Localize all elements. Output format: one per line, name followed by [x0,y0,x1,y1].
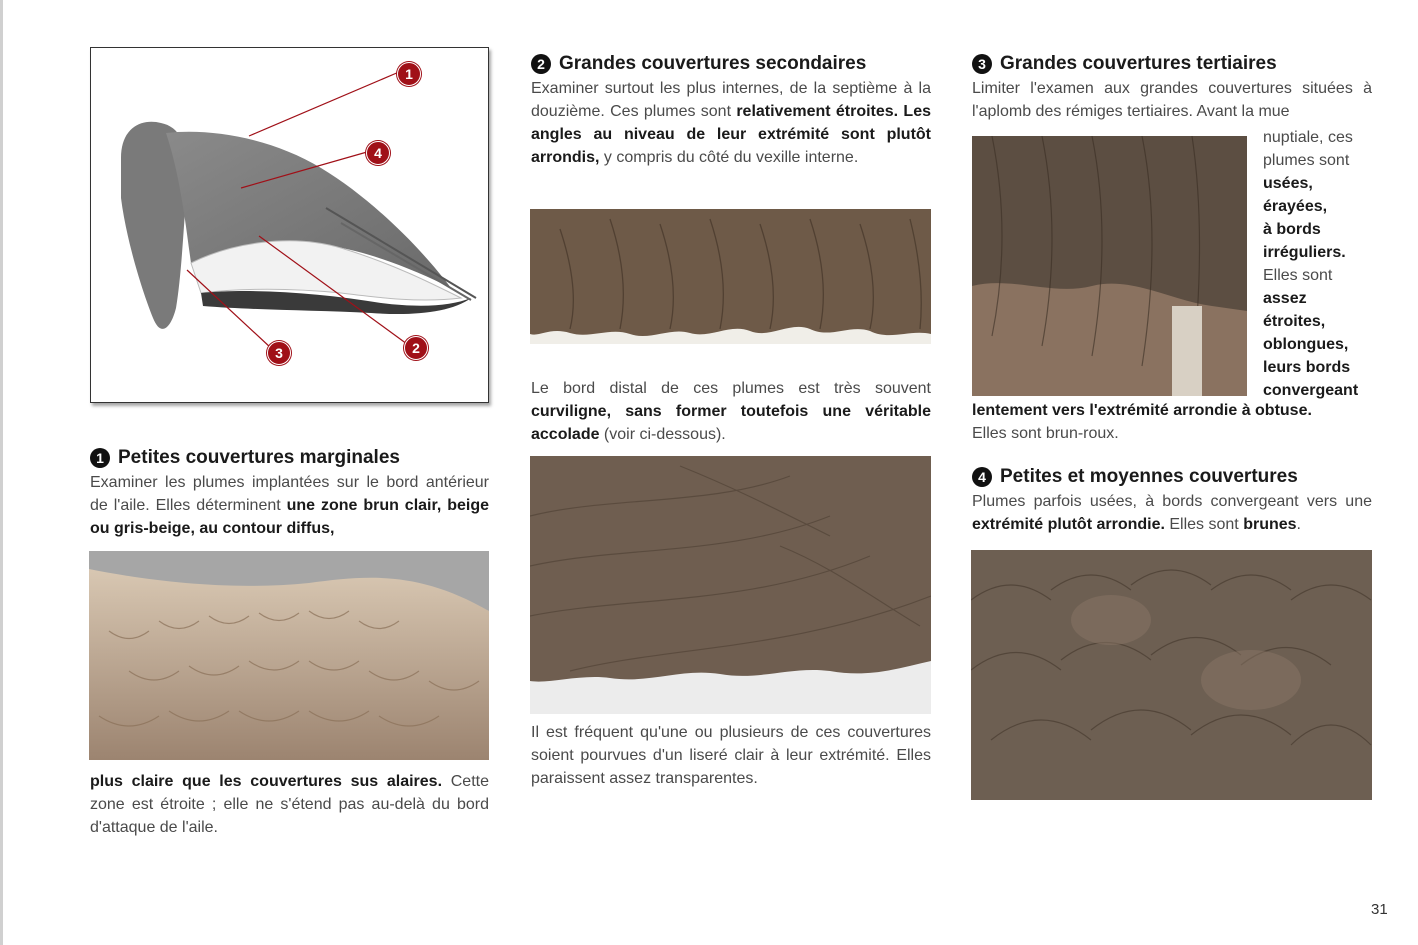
section-3-heading [972,52,1372,76]
section-2 [531,52,931,169]
section-2-number: 2 [531,54,551,74]
section-4-number: 4 [972,467,992,487]
marker-1: 1 [397,62,421,86]
section-4-plain-1: Plumes parfois usées, à bords convergeant vers une [972,493,1372,510]
section-3 [972,52,1372,123]
section-4-bold-2: brunes [1243,516,1297,533]
section-4-plain-2: Elles sont [1164,516,1244,533]
photo-median-coverts [971,550,1372,800]
side-line-1: nuptiale, ces [1263,129,1353,146]
section-3-intro: Limiter l'examen aux grandes couvertures situées à l'aplomb des rémiges tertiaires. Avant la mue [972,80,1372,120]
side-line-7: Elles sont [1263,267,1333,284]
photo-tertial-coverts [972,136,1247,396]
side-line-9: étroites, [1263,313,1326,330]
section-1-title: Petites couvertures marginales [118,447,400,468]
marker-3: 3 [267,341,291,365]
section-1-text-b-bold: plus claire que les couvertures sus alaires. [90,773,443,790]
section-4-bold-1: extrémité plutôt arrondie. [972,516,1165,533]
section-3-end-bold: lentement vers l'extrémité arrondie à obtuse. [972,402,1312,419]
section-4-title: Petites et moyennes couvertures [1000,466,1298,487]
section-2-p2-plain-2: (voir ci-dessous). [599,426,726,443]
side-line-3: usées, [1263,175,1313,192]
section-1-text-b [90,770,489,839]
side-line-6: irréguliers. [1263,244,1346,261]
marker-2: 2 [404,336,428,360]
side-line-4: érayées, [1263,198,1328,215]
section-2-p1-plain-2: y compris du côté du vexille interne. [599,149,859,166]
side-line-11: leurs bords [1263,359,1351,376]
section-3-number: 3 [972,54,992,74]
section-4-heading [972,465,1372,489]
photo-marginal-coverts [89,551,489,760]
section-3-side-text [1263,126,1393,402]
photo-greater-coverts-1 [530,209,931,362]
section-1-text-b-plain: Cette zone est étroite ; elle ne s'étend pas au-delà du bord d'attaque de l'aile. [90,773,489,836]
section-2-p1-bold: relativement étroites. Les angles au niveau de leur extrémité sont plutôt arrondis, [531,103,931,166]
page-edge [0,0,3,945]
section-1-text-a [90,471,489,540]
section-3-end-plain: Elles sont brun-roux. [972,425,1119,442]
side-line-12: convergeant [1263,382,1359,399]
side-line-5: à bords [1263,221,1321,238]
section-2-paragraph-3: Il est fréquent qu'une ou plusieurs de ces couvertures soient pourvues d'un liseré clair à leur extrémité. Elles paraissent assez transparentes. [531,724,931,787]
section-2-p1-plain-1: Examiner surtout les plus internes, de la septième à la douzième. Ces plumes sont [531,80,931,120]
section-1-heading [90,446,489,470]
section-4-text [972,490,1372,536]
section-1-number: 1 [90,448,110,468]
marker-4: 4 [366,141,390,165]
photo-greater-coverts-2 [530,456,931,714]
side-line-10: oblongues, [1263,336,1349,353]
section-4 [972,465,1372,536]
section-2-title: Grandes couvertures secondaires [559,53,867,74]
section-2-paragraph-1 [531,77,931,169]
page-number: 31 [1371,901,1388,918]
section-2-p2-bold: curviligne, sans former toutefois une véritable accolade [531,403,931,443]
section-2-p2-plain-1: Le bord distal de ces plumes est très souvent [531,380,931,397]
section-1-text-a-bold: une zone brun clair, beige ou gris-beige, au contour diffus, [90,497,489,537]
section-2-heading [531,52,931,76]
section-2-paragraph-2 [531,377,931,446]
section-2-paragraph-2-box [531,377,931,446]
section-1 [90,446,489,540]
side-line-8: assez [1263,290,1307,307]
section-3-end [972,399,1382,445]
section-2-paragraph-3-box [531,721,931,790]
section-4-plain-3: . [1296,516,1301,533]
wing-diagram [90,47,489,403]
section-3-title: Grandes couvertures tertiaires [1000,53,1277,74]
section-1-continued [90,770,489,839]
section-1-text-a-plain: Examiner les plumes implantées sur le bord antérieur de l'aile. Elles déterminent [90,474,489,514]
side-line-2: plumes sont [1263,152,1350,169]
